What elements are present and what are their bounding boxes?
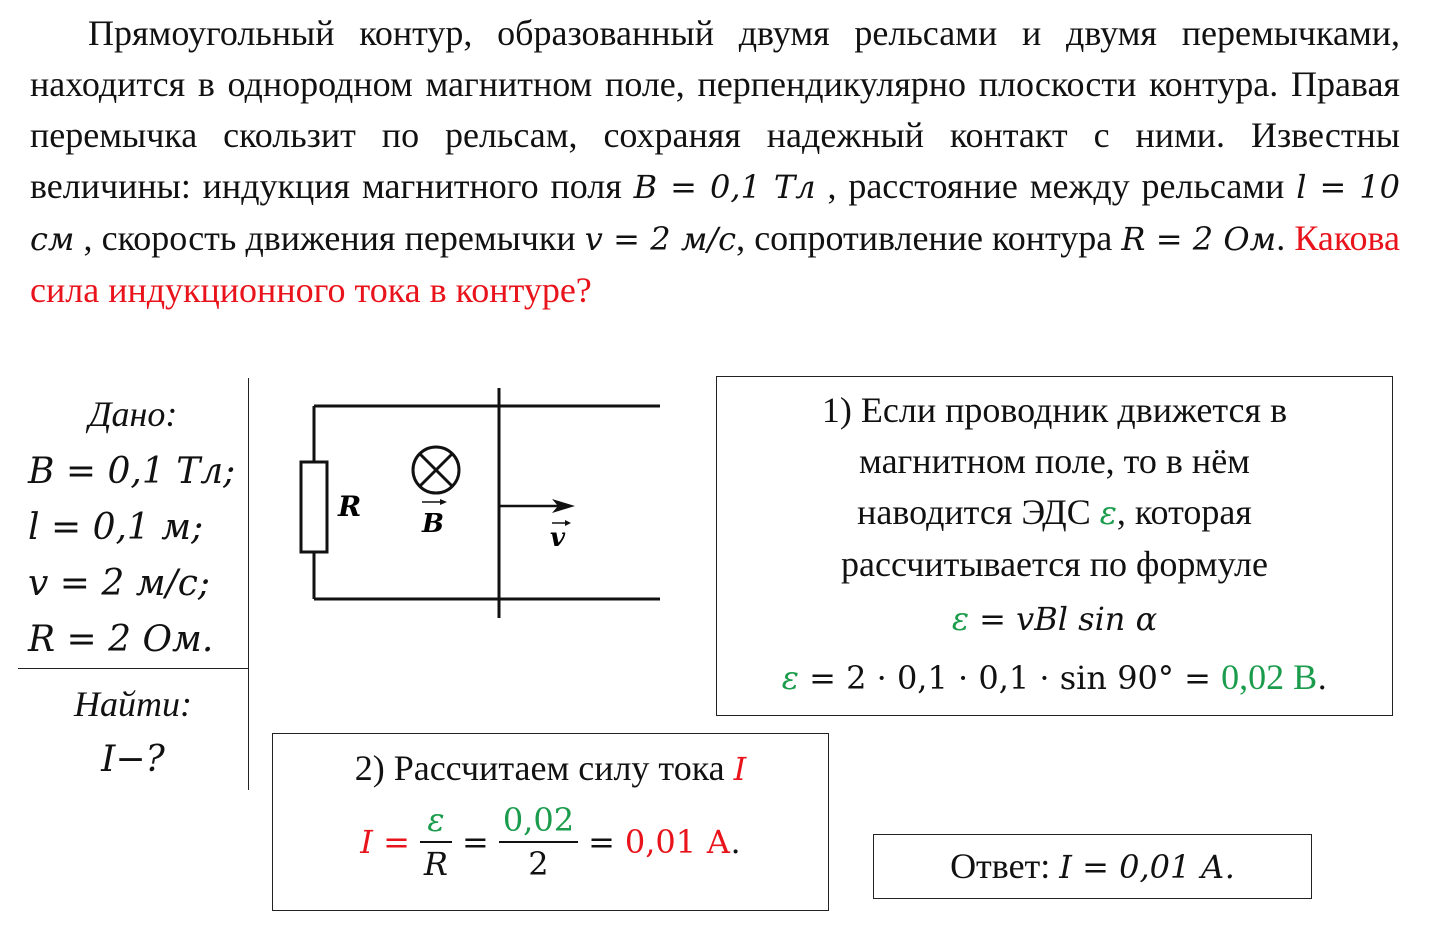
- r-value: R = 2 Ом: [1121, 220, 1277, 258]
- given-title: Дано:: [88, 394, 178, 434]
- emf-result: 0,02 В: [1221, 657, 1318, 697]
- answer-value: I = 0,01 А.: [1059, 848, 1235, 886]
- fraction-values: [499, 799, 578, 885]
- equals-sign-1: =: [462, 823, 489, 861]
- v-value: v = 2 м/с: [584, 220, 737, 258]
- problem-text-1: Прямоугольный контур, образованный двумя рельсами и двумя перемычками, находится в однородном магнитном поле, перпендикулярно плоскости контура. Правая перемычка скользит по рельсам, сохраняя надежный контакт с ними. Известны величины: индукция магнитного поля: [30, 13, 1400, 206]
- emf-calculation: [717, 648, 1392, 707]
- problem-text-4: , сопротивление контура: [736, 218, 1122, 258]
- emf-formula: [717, 590, 1392, 648]
- current-lhs: I =: [360, 823, 410, 861]
- step1-line1: 1) Если проводник движется в: [821, 390, 1288, 430]
- emf-formula-symbol: ε: [951, 600, 969, 638]
- step1-line2: магнитном поле, то в нём: [859, 441, 1250, 481]
- frac1-denominator: R: [423, 845, 448, 883]
- step2-title: [273, 740, 828, 797]
- given-item-b: B = 0,1 Тл;: [28, 451, 236, 492]
- find-title: Найти:: [74, 684, 192, 724]
- circuit-diagram: [290, 386, 670, 621]
- field-vector-tip: [440, 499, 447, 505]
- resistor-label: R: [338, 490, 362, 523]
- emf-calc-mid: = 2 · 0,1 · 0,1 · sin 90° =: [798, 659, 1222, 697]
- given-item-r: R = 2 Ом.: [28, 619, 214, 660]
- given-item-v: v = 2 м/с;: [28, 563, 211, 604]
- problem-question: Какова сила индукционного тока в контуре?: [30, 218, 1400, 310]
- answer-label: Ответ:: [950, 846, 1060, 886]
- current-end: .: [730, 823, 741, 861]
- current-result: 0,01 А: [624, 823, 731, 861]
- b-value: B = 0,1 Тл: [633, 168, 816, 206]
- emf-calc-symbol: ε: [781, 659, 799, 697]
- current-formula: [273, 799, 828, 885]
- problem-text-5: .: [1276, 218, 1295, 258]
- step1-line3-text: наводится ЭДС: [857, 492, 1100, 532]
- emf-formula-rest: = vBl sin α: [968, 600, 1158, 638]
- answer-box: [873, 834, 1312, 899]
- resistor: [301, 462, 327, 552]
- velocity-label: v: [550, 523, 566, 553]
- step1-line3: [717, 487, 1392, 539]
- velocity-vector-tip: [565, 520, 571, 526]
- frac2-numerator: 0,02: [502, 801, 575, 839]
- step1-line4: рассчитывается по формуле: [841, 544, 1268, 584]
- given-item-l: l = 0,1 м;: [28, 507, 204, 548]
- emf-calc-end: .: [1317, 659, 1328, 697]
- magnetic-field-into-page-icon: [413, 447, 459, 493]
- given-panel: [18, 378, 249, 790]
- step2-title-var: I: [733, 750, 747, 788]
- problem-text-2: , расстояние между рельсами: [815, 166, 1297, 206]
- frac1-numerator: ε: [427, 801, 445, 839]
- frac2-denominator: 2: [528, 845, 549, 883]
- equals-sign-2: =: [588, 823, 615, 861]
- l-value: l = 10 см: [30, 168, 1401, 258]
- given-divider: [18, 668, 248, 669]
- problem-statement: [30, 8, 1400, 316]
- fraction-emf-over-r: [420, 799, 452, 885]
- step1-box: [716, 376, 1393, 716]
- find-item: I−?: [101, 739, 165, 780]
- step1-line3-end: , которая: [1116, 492, 1252, 532]
- step2-title-text: 2) Рассчитаем силу тока: [354, 748, 734, 788]
- problem-text-3: , скорость движения перемычки: [74, 218, 585, 258]
- emf-symbol: ε: [1099, 494, 1117, 532]
- step2-box: [272, 733, 829, 911]
- field-label: B: [422, 509, 444, 539]
